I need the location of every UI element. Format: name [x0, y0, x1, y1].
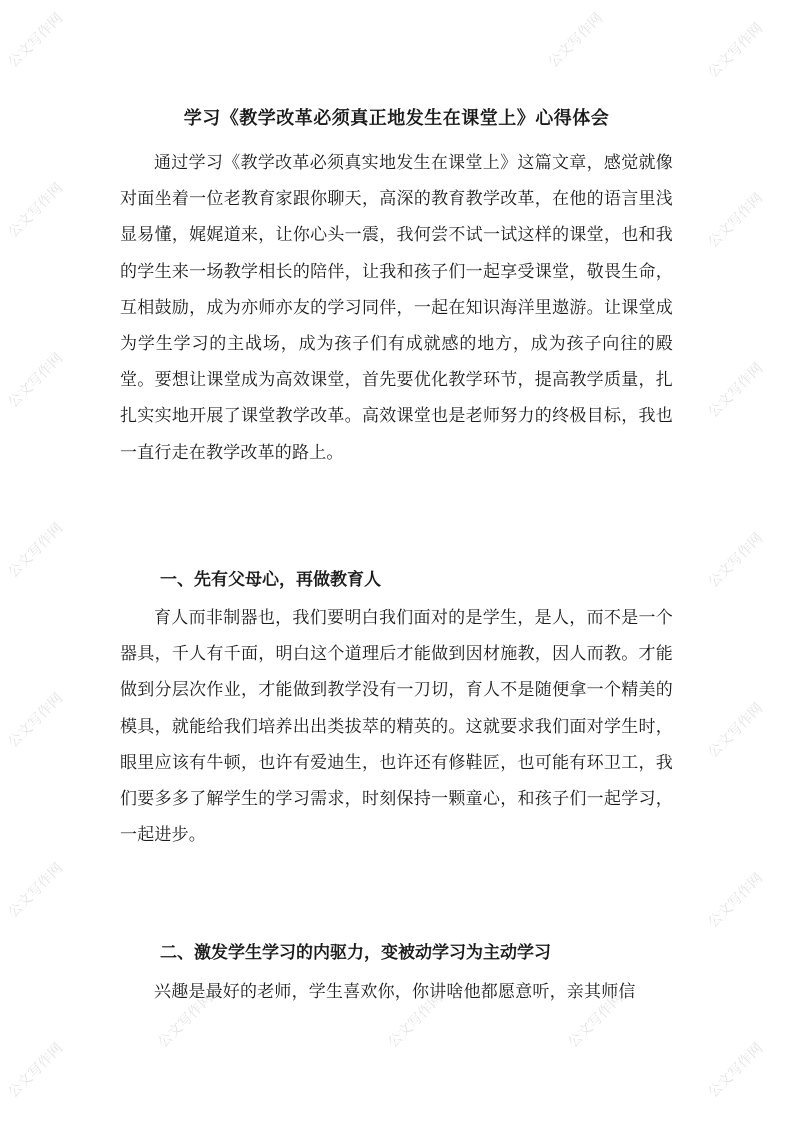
watermark: 公文写作网 [545, 10, 607, 72]
watermark: 公文写作网 [705, 530, 767, 592]
watermark: 公文写作网 [705, 20, 767, 82]
watermark: 公文写作网 [5, 10, 67, 72]
section1-heading: 一、先有父母心，再做教育人 [160, 570, 381, 590]
watermark: 公文写作网 [5, 860, 67, 922]
watermark: 公文写作网 [5, 180, 67, 242]
section1-paragraph: 育人而非制器也，我们要明白我们面对的是学生，是人，而不是一个器具，千人有千面，明白这个道理后才能做到因材施教，因人而教。才能做到分层次作业，才能做到教学没有一刀切，育人不是随便拿一个精美的模具，就能给我们培养出出类拔萃的精英的。这就要求我们面对学生时，眼里应该有牛顿，也许有爱迪生，也许还有修鞋匠，也可能有环卫工，我们要多多了解学生的学习需求，时刻保持一颗童心，和孩子们一起学习，一起进步。 [120, 608, 673, 846]
watermark: 公文写作网 [5, 350, 67, 412]
watermark: 公文写作网 [705, 870, 767, 932]
watermark: 公文写作网 [385, 990, 447, 1052]
watermark: 公文写作网 [705, 190, 767, 252]
watermark: 公文写作网 [5, 520, 67, 582]
section2-paragraph: 兴趣是最好的老师，学生喜欢你，你讲啥他都愿意听，亲其师信 [154, 982, 636, 1002]
watermark: 公文写作网 [5, 1040, 67, 1102]
section2-heading: 二、激发学生学习的内驱力，变被动学习为主动学习 [160, 943, 551, 963]
watermark: 公文写作网 [155, 990, 217, 1052]
watermark: 公文写作网 [565, 990, 627, 1052]
watermark: 公文写作网 [5, 690, 67, 752]
intro-paragraph: 通过学习《教学改革必须真实地发生在课堂上》这篇文章，感觉就像对面坐着一位老教育家跟你聊天，高深的教育教学改革，在他的语言里浅显易懂，娓娓道来，让你心头一震，我何尝不试一试这样的课堂，也和我的学生来一场教学相长的陪伴，让我和孩子们一起享受课堂，敬畏生命，互相鼓励，成为亦师亦友的学习同伴，一起在知识海洋里遨游。让课堂成为学生学习的主战场，成为孩子们有成就感的地方，成为孩子向往的殿堂。要想让课堂成为高效课堂，首先要优化教学环节，提高教学质量，扎扎实实地开展了课堂教学改革。高效课堂也是老师努力的终极目标，我也一直行走在教学改革的路上。 [120, 153, 673, 463]
document-title: 学习《教学改革必须真正地发生在课堂上》心得体会 [183, 108, 610, 129]
watermark: 公文写作网 [705, 1040, 767, 1102]
watermark: 公文写作网 [705, 700, 767, 762]
watermark: 公文写作网 [705, 360, 767, 422]
